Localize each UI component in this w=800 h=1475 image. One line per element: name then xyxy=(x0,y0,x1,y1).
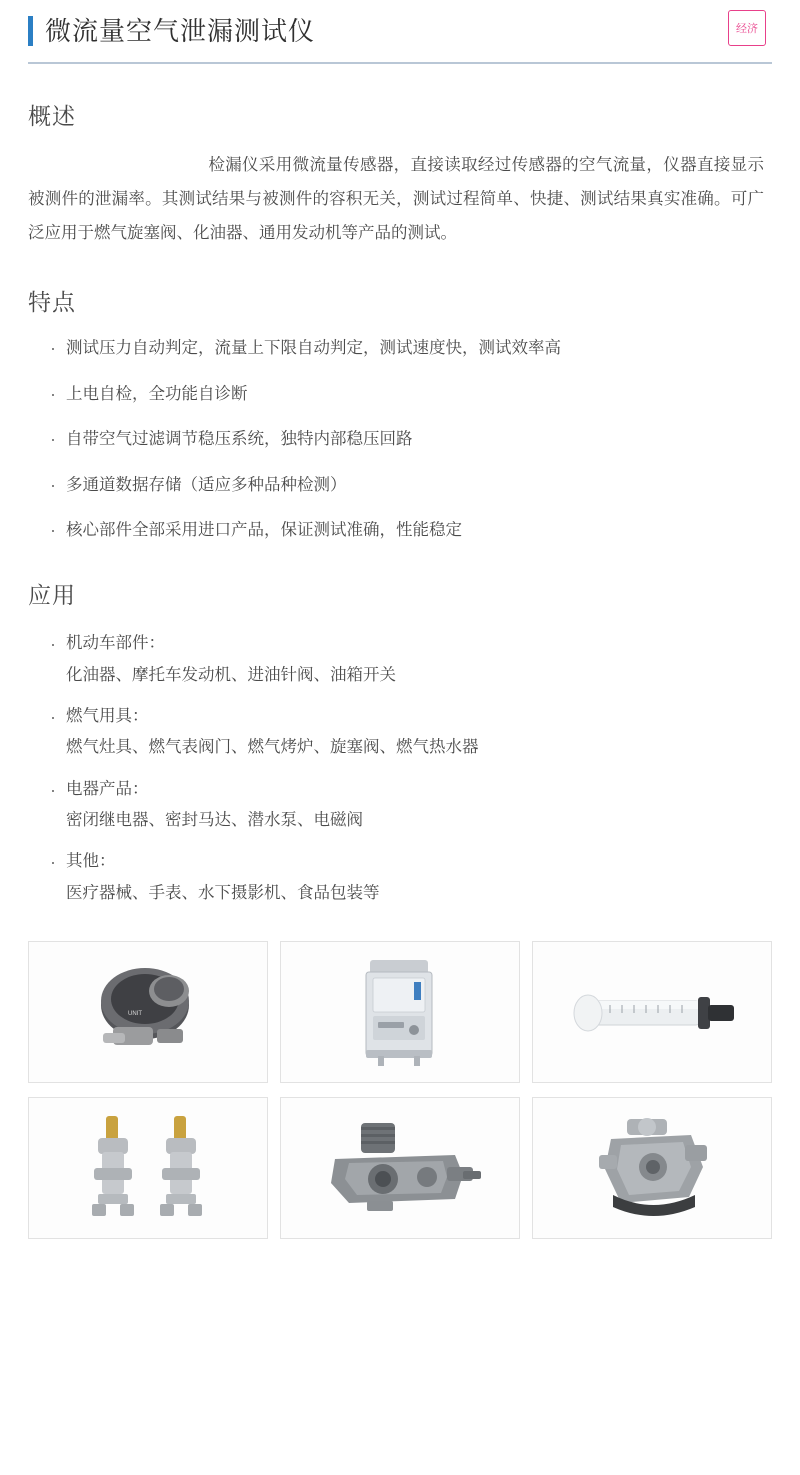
application-detail: 密闭继电器、密封马达、潜水泵、电磁阀 xyxy=(66,811,363,830)
section-features xyxy=(28,284,772,543)
application-detail: 化油器、摩托车发动机、进油针阀、油箱开关 xyxy=(66,665,396,684)
application-detail: 燃气灶具、燃气表阀门、燃气烤炉、旋塞阀、燃气热水器 xyxy=(66,738,479,757)
application-category: · 机动车部件： xyxy=(50,628,772,659)
svg-text:UNIT: UNIT xyxy=(128,1011,142,1018)
gas-water-heater-photo xyxy=(340,952,460,1072)
gallery-item-brass-valves xyxy=(28,1097,268,1239)
brass-valve-pair-photo xyxy=(68,1108,228,1228)
list-item: · 核心部件全部采用进口产品，保证测试准确，性能稳定 xyxy=(50,517,772,543)
gallery-item-water-heater xyxy=(280,941,520,1083)
gallery-item-carburetor xyxy=(532,1097,772,1239)
section-overview xyxy=(28,98,772,250)
applications-list xyxy=(28,628,772,909)
gas-valve-photo xyxy=(73,957,223,1067)
overview-text: 检漏仪采用微流量传感器，直接读取经过传感器的空气流量，仪器直接显示被测件的泄漏率。其测试结果与被测件的容积无关，测试过程简单、快捷、测试结果真实准确。可广泛应用于燃气旋塞阀、化油器、通用发动机等产品的测试。 xyxy=(28,156,764,242)
page-title: 微流量空气泄漏测试仪 xyxy=(45,16,316,46)
list-item: · 多通道数据存储（适应多种品种检测） xyxy=(50,472,772,498)
list-item xyxy=(50,774,772,837)
application-detail: 医疗器械、手表、水下摄影机、食品包装等 xyxy=(66,883,380,902)
list-item: · 上电自检，全功能自诊断 xyxy=(50,381,772,407)
section-applications xyxy=(28,577,772,909)
features-list xyxy=(28,335,772,543)
list-item xyxy=(50,846,772,909)
syringe-photo xyxy=(562,967,742,1057)
overview-title: 概述 xyxy=(28,103,76,129)
features-title: 特点 xyxy=(28,289,76,316)
product-image-gallery xyxy=(28,941,772,1239)
gallery-item-gas-valve xyxy=(28,941,268,1083)
status-badge: 经济 xyxy=(728,10,766,46)
list-item xyxy=(50,701,772,764)
overview-paragraph xyxy=(28,149,772,250)
application-category: · 燃气用具： xyxy=(50,701,772,732)
application-category: · 电器产品： xyxy=(50,774,772,805)
gallery-item-syringe xyxy=(532,941,772,1083)
application-category: · 其他： xyxy=(50,846,772,877)
page-header xyxy=(28,0,772,64)
gallery-item-engine xyxy=(280,1097,520,1239)
carburetor-assembly-photo xyxy=(567,1111,737,1226)
applications-title: 应用 xyxy=(28,582,76,609)
list-item xyxy=(50,628,772,691)
engine-block-photo xyxy=(305,1113,495,1223)
list-item: · 自带空气过滤调节稳压系统，独特内部稳压回路 xyxy=(50,426,772,452)
list-item: · 测试压力自动判定，流量上下限自动判定，测试速度快，测试效率高 xyxy=(50,335,772,361)
header-accent-bar xyxy=(28,16,33,46)
